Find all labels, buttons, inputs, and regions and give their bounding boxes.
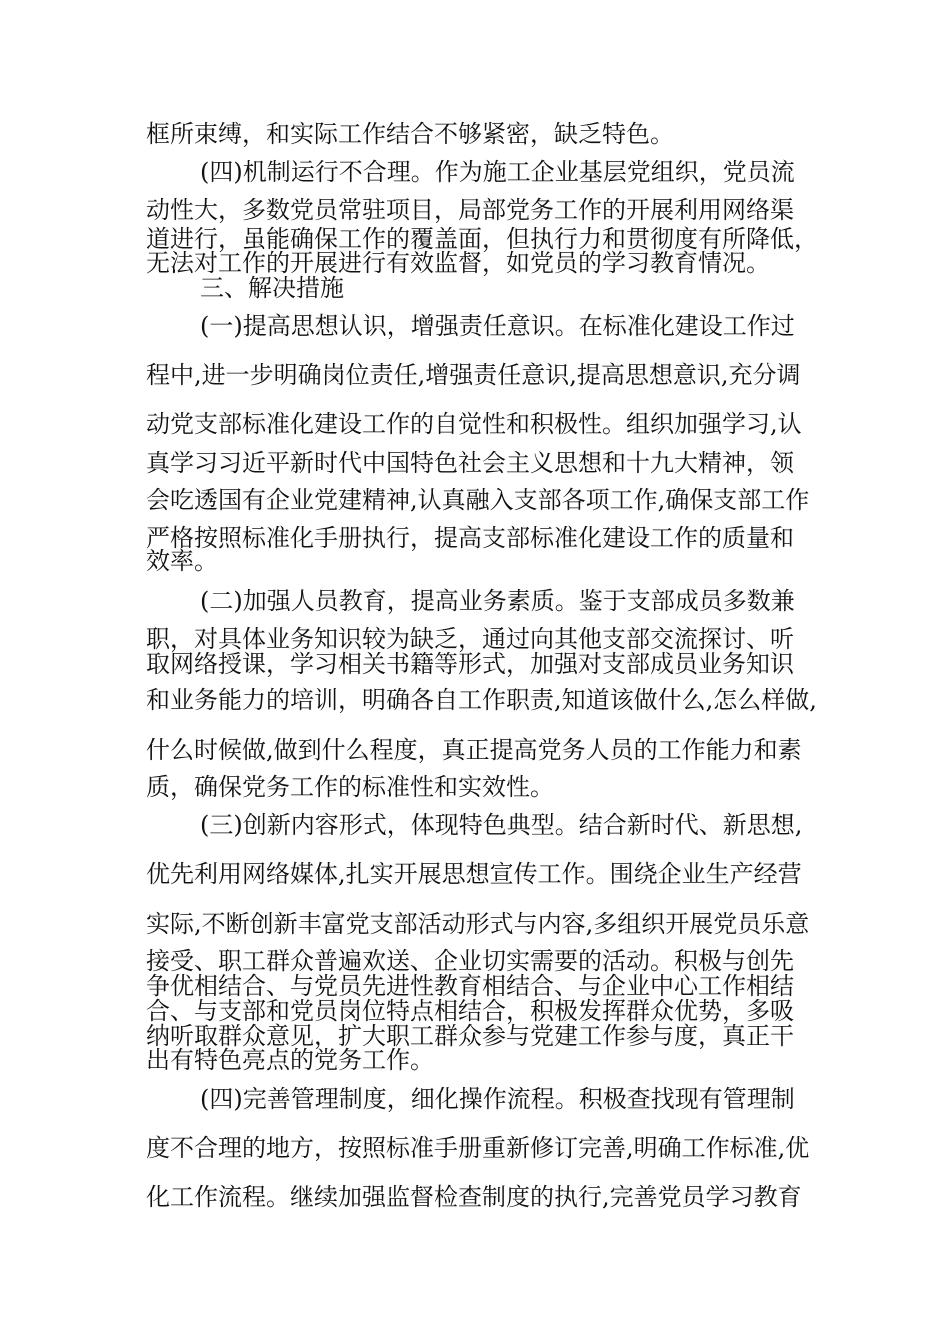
text-line: 接受、职工群众普遍欢送、企业切实需要的活动。积极与创先 xyxy=(146,947,794,975)
paragraph-start-line: (一)提高思想认识，增强责任意识。在标准化建设工作过 xyxy=(200,312,795,340)
text-line: 动性大，多数党员常驻项目，局部党务工作的开展利用网络渠 xyxy=(146,196,794,224)
text-line: 动党支部标准化建设工作的自觉性和积极性。组织加强学习,认 xyxy=(146,410,802,438)
text-line: 质，确保党务工作的标准性和实效性。 xyxy=(146,773,554,801)
text-line: 争优相结合、与党员先进性教育相结合、与企业中心工作相结 xyxy=(146,972,794,1000)
paragraph-start-line: (四)机制运行不合理。作为施工企业基层党组织，党员流 xyxy=(200,158,795,186)
text-line: 严格按照标准化手册执行，提高支部标准化建设工作的质量和 xyxy=(146,524,794,552)
text-line: 程中,进一步明确岗位责任,增强责任意识,提高思想意识,充分调 xyxy=(146,361,801,389)
text-line: 度不合理的地方，按照标准手册重新修订完善,明确工作标准,优 xyxy=(146,1134,810,1162)
section-heading: 三、解决措施 xyxy=(200,274,344,302)
text-line: 框所束缚，和实际工作结合不够紧密，缺乏特色。 xyxy=(146,120,674,148)
text-line: 合、与支部和党员岗位特点相结合，积极发挥群众优势，多吸 xyxy=(146,997,794,1025)
text-line: 无法对工作的开展进行有效监督，如党员的学习教育情况。 xyxy=(146,249,770,277)
text-line: 优先利用网络媒体,扎实开展思想宣传工作。围绕企业生产经营 xyxy=(146,860,802,888)
text-line: 真学习习近平新时代中国特色社会主义思想和十九大精神，领 xyxy=(146,449,794,477)
paragraph-start-line: (四)完善管理制度，细化操作流程。积极查找现有管理制 xyxy=(200,1085,795,1113)
text-line: 化工作流程。继续加强监督检查制度的执行,完善党员学习教育 xyxy=(146,1183,802,1211)
paragraph-start-line: (三)创新内容形式，体现特色典型。结合新时代、新思想, xyxy=(200,811,803,839)
text-line: 会吃透国有企业党建精神,认真融入支部各项工作,确保支部工作 xyxy=(146,486,810,514)
text-line: 纳听取群众意见，扩大职工群众参与党建工作参与度，真正干 xyxy=(146,1022,794,1050)
text-line: 效率。 xyxy=(146,547,218,575)
text-line: 职，对具体业务知识较为缺乏，通过向其他支部交流探讨、听 xyxy=(146,625,794,653)
text-line: 道进行，虽能确保工作的覆盖面，但执行力和贯彻度有所降低， xyxy=(146,225,818,253)
text-line: 和业务能力的培训，明确各自工作职责,知道该做什么,怎么样做, xyxy=(146,686,817,714)
text-line: 什么时候做,做到什么程度，真正提高党务人员的工作能力和素 xyxy=(146,736,802,764)
paragraph-start-line: (二)加强人员教育，提高业务素质。鉴于支部成员多数兼 xyxy=(200,587,795,615)
text-line: 取网络授课，学习相关书籍等形式，加强对支部成员业务知识 xyxy=(146,650,794,678)
text-line: 实际,不断创新丰富党支部活动形式与内容,多组织开展党员乐意 xyxy=(146,910,810,938)
text-line: 出有特色亮点的党务工作。 xyxy=(146,1046,434,1074)
